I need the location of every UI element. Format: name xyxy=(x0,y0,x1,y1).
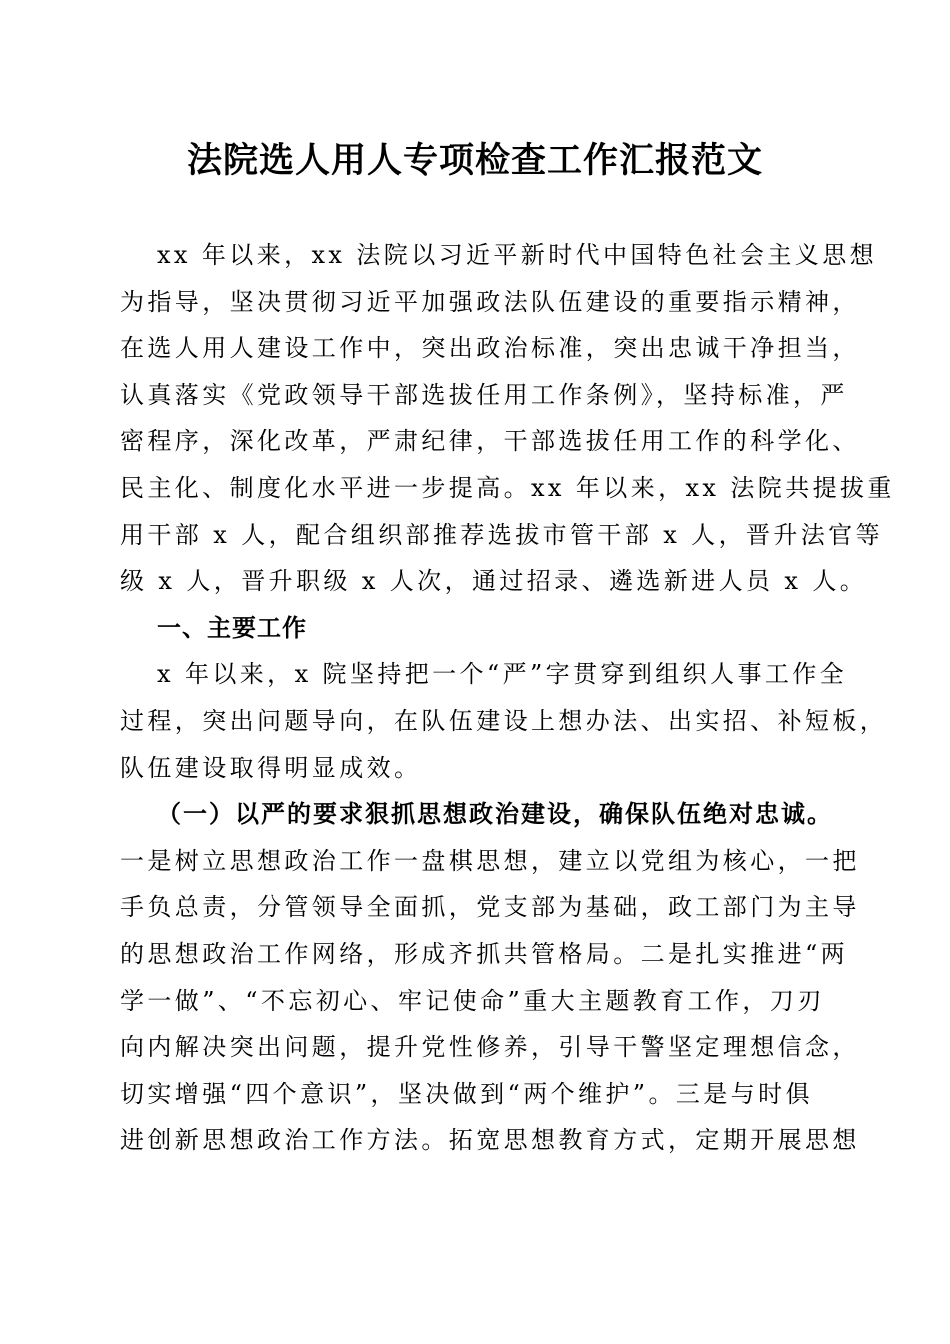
paragraph-line: 学一做”、“不忘初心、牢记使命”重大主题教育工作，刀刃 xyxy=(120,986,825,1015)
section-heading: 一、主要工作 xyxy=(157,613,307,642)
paragraph-line: 进创新思想政治工作方法。拓宽思想教育方式，定期开展思想 xyxy=(120,1126,860,1155)
paragraph-line: 向内解决突出问题，提升党性修养，引导干警坚定理想信念， xyxy=(120,1033,860,1062)
document-body xyxy=(120,232,895,1164)
paragraph-line: 为指导，坚决贯彻习近平加强政法队伍建设的重要指示精神， xyxy=(120,287,860,316)
paragraph-line: 过程，突出问题导向，在队伍建设上想办法、出实招、补短板， xyxy=(120,706,888,735)
paragraph-line: x 年以来，x 院坚持把一个“严”字贯穿到组织人事工作全 xyxy=(157,660,848,689)
paragraph-line: 民主化、制度化水平进一步提高。xx 年以来，xx 法院共提拔重 xyxy=(120,473,895,502)
paragraph-line: 的思想政治工作网络，形成齐抓共管格局。二是扎实推进“两 xyxy=(120,939,849,968)
paragraph-line: 在选人用人建设工作中，突出政治标准，突出忠诚干净担当， xyxy=(120,334,860,363)
paragraph-line: xx 年以来，xx 法院以习近平新时代中国特色社会主义思想 xyxy=(157,241,877,269)
paragraph-line: 密程序，深化改革，严肃纪律，干部选拔任用工作的科学化、 xyxy=(120,427,860,456)
subsection-heading: （一）以严的要求狠抓思想政治建设，确保队伍绝对忠诚。 xyxy=(157,799,833,829)
paragraph-line: 用干部 x 人，配合组织部推荐选拔市管干部 x 人，晋升法官等 xyxy=(120,520,883,549)
paragraph-line: 一是树立思想政治工作一盘棋思想，建立以党组为核心，一把 xyxy=(120,846,860,875)
paragraph-line: 队伍建设取得明显成效。 xyxy=(120,753,422,782)
paragraph-line: 认真落实《党政领导干部选拔任用工作条例》，坚持标准，严 xyxy=(120,380,848,409)
paragraph-line: 级 x 人，晋升职级 x 人次，通过招录、遴选新进人员 x 人。 xyxy=(120,567,868,596)
document-title: 法院选人用人专项检查工作汇报范文 xyxy=(186,140,763,181)
paragraph-line: 手负总责，分管领导全面抓，党支部为基础，政工部门为主导 xyxy=(120,893,860,922)
paragraph-line: 切实增强“四个意识”，坚决做到“两个维护”。三是与时俱 xyxy=(120,1079,813,1108)
